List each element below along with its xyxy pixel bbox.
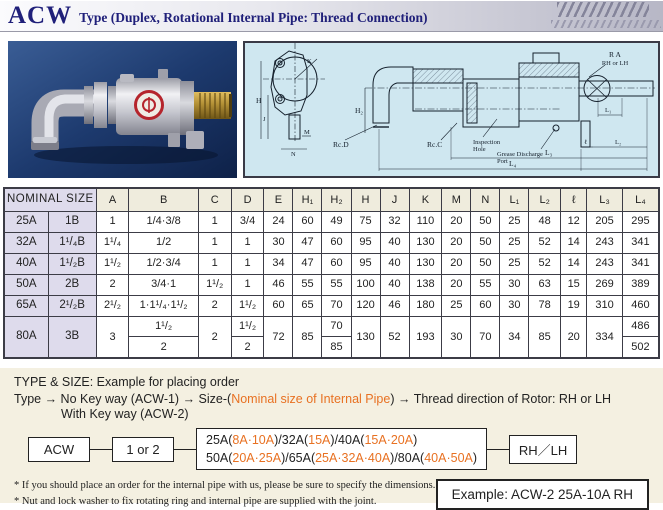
text-segment: )/40A( — [330, 433, 365, 447]
label-rcd: Rc.D — [333, 140, 349, 149]
text-segment: )/32A( — [274, 433, 309, 447]
dimension-table — [3, 187, 660, 359]
column-header: H₁ — [293, 188, 322, 211]
table-cell: 47 — [293, 232, 322, 253]
flow-connector — [174, 449, 196, 450]
table-cell: 30 — [500, 295, 529, 316]
table-cell: 55 — [293, 274, 322, 295]
table-cell: 32 — [380, 211, 409, 232]
table-row — [4, 232, 659, 253]
table-cell: 3/4 — [231, 211, 264, 232]
table-cell: 49 — [322, 211, 351, 232]
text-segment: 25A·32A·40A — [315, 451, 391, 466]
text-segment: Size-( — [195, 392, 232, 406]
table-cell: 46 — [380, 295, 409, 316]
text-segment: Nominal size of Internal Pipe — [231, 392, 391, 406]
table-cell: 1/4·3/8 — [129, 211, 198, 232]
table-cell: 1 — [96, 211, 129, 232]
table-cell: 1 — [231, 274, 264, 295]
nominal-size-cell: 80A — [4, 316, 48, 358]
nominal-size-cell: 65A — [4, 295, 48, 316]
table-cell: 25 — [442, 295, 471, 316]
label-ra: R A — [609, 50, 621, 59]
text-segment: Type — [14, 392, 45, 406]
table-row — [4, 295, 659, 316]
dim-l4: L₄ — [509, 159, 517, 168]
table-cell: 52 — [380, 316, 409, 358]
table-cell: 389 — [622, 274, 659, 295]
dim-k: K — [307, 58, 312, 65]
flow-sizes-line-1 — [206, 431, 477, 449]
text-segment: 20A·25A — [232, 451, 282, 466]
footnotes — [14, 478, 435, 510]
table-cell: 1 — [198, 211, 231, 232]
nominal-size-cell: 1¹/₂B — [48, 253, 96, 274]
text-segment: → — [397, 392, 411, 406]
nominal-size-cell: 32A — [4, 232, 48, 253]
nominal-size-cell: 50A — [4, 274, 48, 295]
table-cell-half: 486 — [631, 320, 650, 333]
flow-box-keyway: 1 or 2 — [112, 437, 174, 462]
table-cell: 14 — [560, 253, 587, 274]
table-cell: 1¹/₄ — [96, 232, 129, 253]
table-cell: 24 — [264, 211, 293, 232]
text-segment: )/65A( — [281, 451, 316, 466]
table-row — [4, 253, 659, 274]
table-cell: 25 — [500, 232, 529, 253]
table-cell: 34 — [264, 253, 293, 274]
column-header-nominal-size: NOMINAL SIZE — [4, 188, 96, 211]
media-row — [8, 41, 660, 178]
table-cell: 100 — [351, 274, 380, 295]
table-cell: 269 — [587, 274, 622, 295]
dim-m: M — [304, 129, 310, 136]
flow-connector — [90, 449, 112, 450]
text-segment: 15A — [308, 433, 331, 447]
table-cell: 1/2·3/4 — [129, 253, 198, 274]
table-cell-half: 2 — [232, 336, 264, 357]
table-cell: 63 — [529, 274, 561, 295]
table-cell: 2 — [96, 274, 129, 295]
table-cell: 460 — [622, 295, 659, 316]
table-cell: 1¹/₂ — [96, 253, 129, 274]
table-cell: 3/4·1 — [129, 274, 198, 295]
table-cell: 120 — [351, 295, 380, 316]
text-segment: ) — [413, 433, 418, 447]
table-cell: 2 — [198, 316, 231, 358]
nominal-size-cell: 3B — [48, 316, 96, 358]
table-cell: 40 — [380, 253, 409, 274]
table-cell: 50 — [471, 232, 500, 253]
table-cell: 60 — [322, 232, 351, 253]
column-header: L₁ — [500, 188, 529, 211]
table-cell: 65 — [293, 295, 322, 316]
table-cell: 14 — [560, 232, 587, 253]
table-cell: 243 — [587, 232, 622, 253]
table-row — [4, 211, 659, 232]
table-cell: 60 — [293, 211, 322, 232]
page-title: Type (Duplex, Rotational Internal Pipe: Thread Connection) — [79, 10, 428, 25]
table-cell-half: 2 — [129, 336, 197, 357]
table-cell: 2 — [198, 295, 231, 316]
table-cell: 25 — [500, 253, 529, 274]
column-header: H — [351, 188, 380, 211]
nominal-size-cell: 25A — [4, 211, 48, 232]
table-cell: 1 — [231, 232, 264, 253]
table-cell: 110 — [409, 211, 442, 232]
table-cell: 20 — [560, 316, 587, 358]
column-header: M — [442, 188, 471, 211]
table-cell: 3 — [96, 316, 129, 358]
page-header — [0, 1, 663, 32]
table-cell: 40 — [380, 232, 409, 253]
nominal-size-cell: 1¹/₄B — [48, 232, 96, 253]
table-cell-half: 1¹/₂ — [238, 320, 257, 333]
order-flow-diagram — [28, 428, 653, 470]
header-stripes-icon — [557, 2, 649, 17]
table-cell: 295 — [622, 211, 659, 232]
table-cell: 55 — [471, 274, 500, 295]
text-segment: → — [182, 392, 196, 406]
table-cell: 1 — [198, 253, 231, 274]
table-cell-half: 1¹/₂ — [155, 320, 173, 333]
nominal-size-cell: 40A — [4, 253, 48, 274]
table-cell: 12 — [560, 211, 587, 232]
column-header: ℓ — [560, 188, 587, 211]
table-cell: 193 — [409, 316, 442, 358]
dim-n: N — [291, 151, 296, 158]
text-segment: 15A·20A — [364, 433, 414, 447]
order-line-2: With Key way (ACW-2) — [61, 407, 189, 421]
table-cell: 95 — [351, 253, 380, 274]
flow-sizes-line-2 — [206, 449, 477, 467]
nominal-size-cell: 1B — [48, 211, 96, 232]
order-line-1 — [14, 392, 653, 406]
table-cell: 70 — [322, 295, 351, 316]
table-cell — [129, 316, 198, 358]
table-cell: 2¹/₂ — [96, 295, 129, 316]
table-cell: 1 — [198, 232, 231, 253]
footer-row — [14, 478, 653, 510]
table-header-row — [4, 188, 659, 211]
column-header: E — [264, 188, 293, 211]
table-cell: 60 — [264, 295, 293, 316]
table-cell: 130 — [351, 316, 380, 358]
label-rh-lh: RH or LH — [601, 60, 629, 67]
column-header: K — [409, 188, 442, 211]
brand-acw: ACW — [8, 2, 73, 29]
table-row — [4, 274, 659, 295]
text-segment: Thread direction of Rotor: RH or LH — [410, 392, 612, 406]
column-header: B — [129, 188, 198, 211]
table-cell-half: 85 — [322, 336, 350, 357]
table-cell: 55 — [322, 274, 351, 295]
table-cell: 48 — [529, 211, 561, 232]
table-cell: 1/2 — [129, 232, 198, 253]
table-cell: 341 — [622, 232, 659, 253]
table-cell: 310 — [587, 295, 622, 316]
nominal-size-cell: 2¹/₂B — [48, 295, 96, 316]
dim-h: H — [256, 96, 262, 105]
dim-h2: H₂ — [355, 106, 364, 115]
table-cell: 50 — [471, 253, 500, 274]
table-cell: 15 — [560, 274, 587, 295]
flow-box-rotor: RH／LH — [509, 435, 577, 464]
table-cell: 1 — [231, 253, 264, 274]
footnote: * If you should place an order for the internal pipe with us, please be sure to specify the dimensions. — [14, 480, 436, 492]
text-segment: → — [44, 392, 58, 406]
technical-drawing — [243, 41, 660, 178]
text-segment: ) — [390, 392, 398, 406]
table-cell: 20 — [442, 232, 471, 253]
table-cell: 1·1¹/₄·1¹/₂ — [129, 295, 198, 316]
column-header: D — [231, 188, 264, 211]
flow-box-sizes — [196, 428, 487, 470]
column-header: C — [198, 188, 231, 211]
table-cell — [231, 316, 264, 358]
table-cell: 341 — [622, 253, 659, 274]
dim-j: J — [263, 116, 266, 123]
label-grease-port: Grease Discharge — [497, 151, 543, 158]
table-cell: 52 — [529, 232, 561, 253]
table-cell: 205 — [587, 211, 622, 232]
flow-box-type: ACW — [28, 437, 90, 462]
column-header: J — [380, 188, 409, 211]
table-cell: 85 — [529, 316, 561, 358]
table-cell: 20 — [442, 211, 471, 232]
table-cell-half: 502 — [623, 336, 658, 357]
label-inspection-hole-2: Hole — [473, 146, 486, 153]
table-cell: 30 — [442, 316, 471, 358]
table-cell: 20 — [442, 274, 471, 295]
nominal-size-cell: 2B — [48, 274, 96, 295]
footnote: * Nut and lock washer to fix rotating ring and internal pipe are supplied with the joint. — [14, 496, 377, 507]
column-header: N — [471, 188, 500, 211]
label-rcc: Rc.C — [427, 140, 443, 149]
column-header: L₂ — [529, 188, 561, 211]
text-segment: ) — [472, 451, 478, 466]
table-cell: 47 — [293, 253, 322, 274]
table-cell: 138 — [409, 274, 442, 295]
column-header: L₃ — [587, 188, 622, 211]
order-example-box: Example: ACW-2 25A-10A RH — [436, 479, 649, 510]
table-cell: 50 — [471, 211, 500, 232]
table-cell: 52 — [529, 253, 561, 274]
flow-connector — [487, 449, 509, 450]
table-cell: 30 — [264, 232, 293, 253]
dim-l2: L₂ — [615, 139, 622, 146]
table-cell: 180 — [409, 295, 442, 316]
table-cell: 1¹/₂ — [198, 274, 231, 295]
table-cell: 60 — [322, 253, 351, 274]
table-cell: 85 — [293, 316, 322, 358]
text-segment: 50A( — [206, 451, 233, 466]
table-cell — [322, 316, 351, 358]
dim-ell: ℓ — [584, 139, 588, 146]
table-cell: 130 — [409, 232, 442, 253]
table-cell: 60 — [471, 295, 500, 316]
dim-l1: L₁ — [605, 107, 612, 114]
table-cell: 1¹/₂ — [231, 295, 264, 316]
header-stripes-icon — [551, 20, 661, 28]
label-inspection-hole: Inspection — [473, 139, 501, 146]
table-cell: 95 — [351, 232, 380, 253]
label-grease-port-2: Port — [497, 158, 508, 165]
table-cell: 46 — [264, 274, 293, 295]
text-segment: )/80A( — [390, 451, 425, 466]
text-segment: 40A·50A — [424, 451, 473, 466]
type-size-panel — [0, 368, 663, 507]
column-header: L₄ — [622, 188, 659, 211]
column-header: H₂ — [322, 188, 351, 211]
table-cell: 30 — [500, 274, 529, 295]
table-cell: 334 — [587, 316, 622, 358]
text-segment: 8A·10A — [232, 433, 275, 447]
dim-l3: L₃ — [545, 148, 553, 157]
table-row — [4, 316, 659, 358]
table-cell: 20 — [442, 253, 471, 274]
table-cell: 25 — [500, 211, 529, 232]
table-cell: 243 — [587, 253, 622, 274]
product-photo — [8, 41, 237, 178]
table-cell: 34 — [500, 316, 529, 358]
table-cell: 40 — [380, 274, 409, 295]
text-segment: No Key way (ACW-1) — [57, 392, 183, 406]
table-cell-half: 70 — [330, 320, 343, 333]
table-cell: 78 — [529, 295, 561, 316]
table-cell: 70 — [471, 316, 500, 358]
text-segment: 25A( — [206, 433, 233, 447]
table-cell: 75 — [351, 211, 380, 232]
table-cell: 130 — [409, 253, 442, 274]
table-cell: 72 — [264, 316, 293, 358]
order-heading: TYPE & SIZE: Example for placing order — [14, 375, 240, 389]
column-header: A — [96, 188, 129, 211]
table-cell — [622, 316, 659, 358]
table-cell: 19 — [560, 295, 587, 316]
